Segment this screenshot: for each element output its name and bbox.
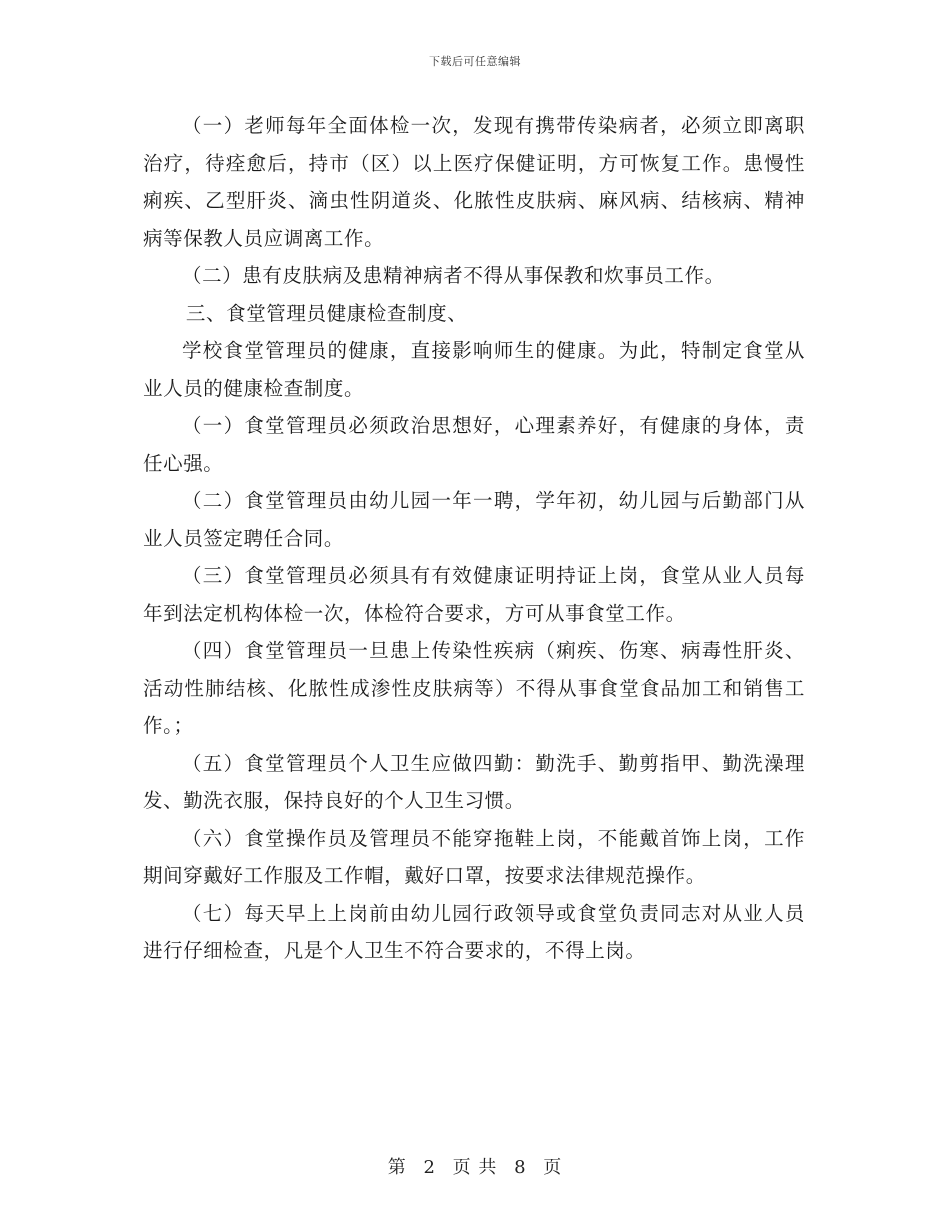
- footer-suffix: 页: [543, 1157, 563, 1178]
- total-page-count: 8: [514, 1157, 527, 1178]
- current-page-number: 2: [423, 1157, 436, 1178]
- paragraph-canteen-intro: 学校食堂管理员的健康，直接影响师生的健康。为此，特制定食堂从业人员的健康检查制度。: [143, 339, 805, 400]
- footer-middle: 页 共: [452, 1157, 498, 1178]
- footer-prefix: 第: [387, 1157, 407, 1178]
- paragraph-rule-7: （七）每天早上上岗前由幼儿园行政领导或食堂负责同志对从业人员进行仔细检查，凡是个人卫生不符合要求的，不得上岗。: [143, 901, 805, 962]
- section-heading-canteen-health: 三、食堂管理员健康检查制度、: [185, 301, 468, 325]
- paragraph-teacher-checkup: （一）老师每年全面体检一次，发现有携带传染病者，必须立即离职治疗，待痊愈后，持市（区）以上医疗保健证明，方可恢复工作。患慢性痢疾、乙型肝炎、滴虫性阴道炎、化脓性皮肤病、麻风病、结核病、精神病等保教人员应调离工作。: [143, 114, 805, 250]
- header-note: 下载后可任意编辑: [429, 55, 521, 68]
- paragraph-rule-2: （二）食堂管理员由幼儿园一年一聘，学年初，幼儿园与后勤部门从业人员签定聘任合同。: [143, 489, 805, 550]
- paragraph-rule-3: （三）食堂管理员必须具有有效健康证明持证上岗，食堂从业人员每年到法定机构体检一次，体检符合要求，方可从事食堂工作。: [143, 564, 805, 625]
- document-body: [143, 107, 805, 970]
- paragraph-rule-6: （六）食堂操作员及管理员不能穿拖鞋上岗，不能戴首饰上岗，工作期间穿戴好工作服及工作帽，戴好口罩，按要求法律规范操作。: [143, 826, 805, 887]
- page-footer: [0, 1153, 950, 1179]
- paragraph-rule-4: （四）食堂管理员一旦患上传染性疾病（痢疾、伤寒、病毒性肝炎、活动性肺结核、化脓性成渗性皮肤病等）不得从事食堂食品加工和销售工作。；: [143, 639, 805, 737]
- paragraph-rule-5: （五）食堂管理员个人卫生应做四勤：勤洗手、勤剪指甲、勤洗澡理发、勤洗衣服，保持良好的个人卫生习惯。: [143, 751, 805, 812]
- paragraph-skin-disease: （二）患有皮肤病及患精神病者不得从事保教和炊事员工作。: [182, 264, 725, 287]
- paragraph-rule-1: （一）食堂管理员必须政治思想好，心理素养好，有健康的身体，责任心强。: [143, 414, 805, 475]
